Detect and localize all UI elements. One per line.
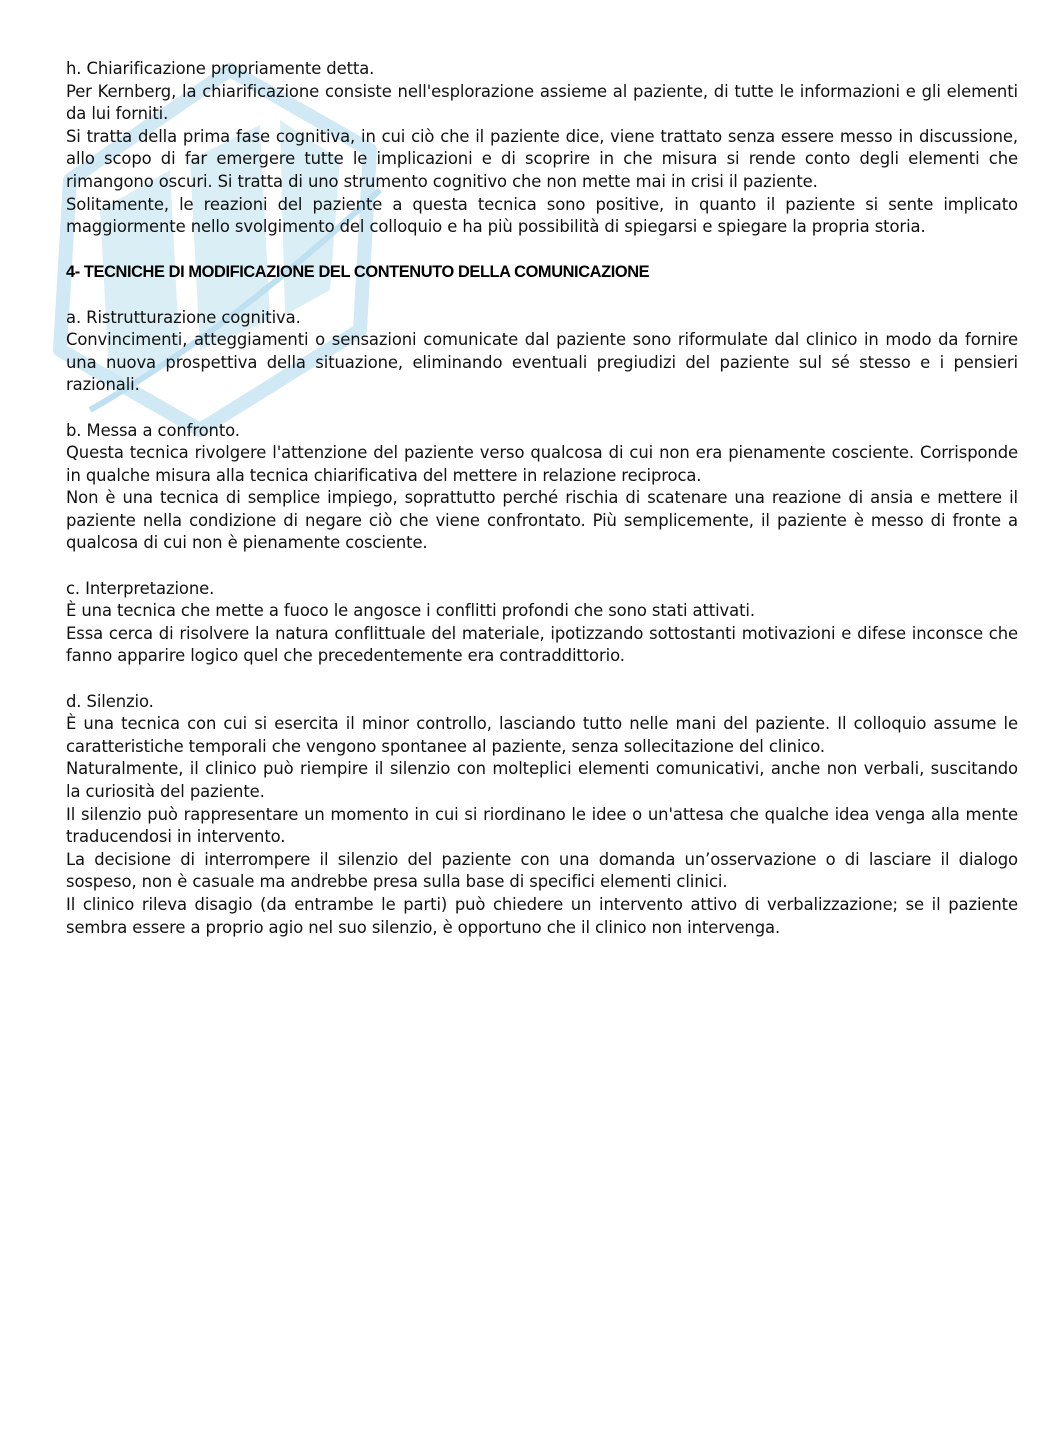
section-h-title: h. Chiarificazione propriamente detta. xyxy=(66,59,375,78)
spacer xyxy=(66,555,1018,578)
spacer xyxy=(66,239,1018,262)
section-b-paragraph-1: Questa tecnica rivolgere l'attenzione del paziente verso qualcosa di cui non era pienamente cosciente. Corrisponde in qualche misura alla tecnica chiarificativa del mettere in relazione reciproca. xyxy=(66,443,1018,485)
section-a-paragraph-1: Convincimenti, atteggiamenti o sensazioni comunicate dal paziente sono riformulate dal clinico in modo da fornire una nuova prospettiva della situazione, eliminando eventuali pregiudizi del paziente sul sé stesso e i pensieri razionali. xyxy=(66,330,1018,395)
section-h-paragraph-1: Per Kernberg, la chiarificazione consiste nell'esplorazione assieme al paziente, di tutte le informazioni e gli elementi da lui forniti. xyxy=(66,81,1018,124)
section-d-title: d. Silenzio. xyxy=(66,691,154,711)
section-c-paragraph-1: È una tecnica che mette a fuoco le angosce i conflitti profondi che sono stati attivati. xyxy=(66,601,755,621)
spacer xyxy=(66,397,1018,420)
section-b-title: b. Messa a confronto. xyxy=(66,420,240,440)
section-d-paragraph-2: Naturalmente, il clinico può riempire il silenzio con molteplici elementi comunicativi, anche non verbali, suscitando la curiosità del paziente. xyxy=(66,759,1018,801)
section-c-title: c. Interpretazione. xyxy=(66,578,215,598)
section-d-paragraph-4: La decisione di interrompere il silenzio del paziente con una domanda un’osservazione o di lasciare il dialogo sospeso, non è casuale ma andrebbe presa sulla base di specifici elementi clinici. xyxy=(66,849,1018,892)
section-d-paragraph-5: Il clinico rileva disagio (da entrambe le parti) può chiedere un intervento attivo di verbalizzazione; se il paziente sembra essere a proprio agio nel suo silenzio, è opportuno che il clinico non intervenga. xyxy=(66,894,1018,937)
section-b-paragraph-2: Non è una tecnica di semplice impiego, soprattutto perché rischia di scatenare una reazione di ansia e mettere il paziente nella condizione di negare ciò che viene confrontato. Più semplicemente, il paziente è messo di fronte a qualcosa di cui non è pienamente cosciente. xyxy=(66,488,1018,553)
section-4-heading: 4- TECNICHE DI MODIFICAZIONE DEL CONTENUTO DELLA COMUNICAZIONE xyxy=(66,263,650,282)
section-d-paragraph-1: È una tecnica con cui si esercita il minor controllo, lasciando tutto nelle mani del paziente. Il colloquio assume le caratteristiche temporali che vengono spontanee al paziente, senza sollecitazione del clinico. xyxy=(66,714,1018,756)
section-a-title: a. Ristrutturazione cognitiva. xyxy=(66,307,301,327)
spacer xyxy=(66,668,1018,691)
section-h-paragraph-2: Si tratta della prima fase cognitiva, in cui ciò che il paziente dice, viene trattato senza essere messo in discussione, allo scopo di far emergere tutte le implicazioni e di scoprire in che misura si rende conto degli elementi che rimangono oscuri. Si tratta di uno strumento cognitivo che non mette mai in crisi il paziente. xyxy=(66,126,1018,191)
document-body xyxy=(66,58,1018,939)
section-d-paragraph-3: Il silenzio può rappresentare un momento in cui si riordinano le idee o un'attesa che qualche idea venga alla mente traducendosi in intervento. xyxy=(66,804,1018,847)
spacer xyxy=(66,284,1018,307)
section-c-paragraph-2: Essa cerca di risolvere la natura conflittuale del materiale, ipotizzando sottostanti motivazioni e difese inconsce che fanno apparire logico quel che precedentemente era contraddittorio. xyxy=(66,623,1018,666)
section-h-paragraph-3: Solitamente, le reazioni del paziente a questa tecnica sono positive, in quanto il paziente si sente implicato maggiormente nello svolgimento del colloquio e ha più possibilità di spiegarsi e spiegare la propria storia. xyxy=(66,194,1018,237)
